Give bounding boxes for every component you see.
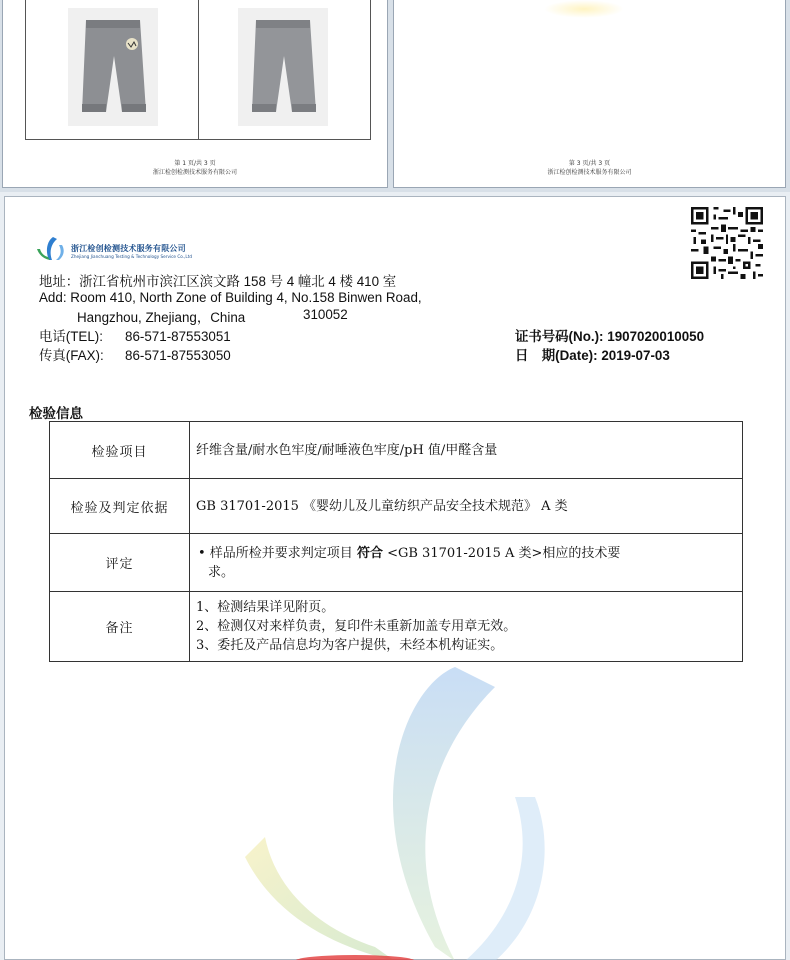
tel-label: 电话(TEL): [39,329,103,344]
photo-divider [198,0,199,140]
fax-label: 传真(FAX): [39,348,104,363]
assessment-continuation: 求。 [208,564,235,580]
assessment-prefix: • 样品所检并要求判定项目 [198,545,357,561]
note-item: 1、检测结果详见附页。 [196,600,335,615]
address-en [39,290,422,305]
address-cn-value: 浙江省杭州市滨江区滨文路 158 号 4 幢北 4 楼 410 室 [79,274,397,289]
watermark-logo-icon [205,627,605,960]
table-row [50,479,743,534]
certificate-page [4,196,786,960]
row-value [190,592,743,662]
row-key: 备注 [50,592,190,662]
fax-value: 86-571-87553050 [125,348,231,363]
address-en-line2: Hangzhou, Zhejiang，China [77,310,246,325]
address-cn [39,271,396,290]
pants-back-image [246,16,320,118]
row-value: 纤维含量/耐水色牢度/耐唾液色牢度/pH 值/甲醛含量 [190,422,743,479]
row-key: 评定 [50,534,190,592]
tel-value: 86-571-87553051 [125,329,231,344]
fax [39,345,231,364]
pants-front-image [76,16,150,118]
row-value [190,534,743,592]
photo-frame [25,0,371,140]
table-row [50,534,743,592]
cert-no-value: 1907020010050 [607,329,705,344]
page-company: 浙江检创检测技术服务有限公司 [547,169,632,176]
row-key: 检验项目 [50,422,190,479]
address-cn-label: 地址： [39,274,80,289]
note-item: 3、委托及产品信息均为客户提供，未经本机构证实。 [196,638,504,653]
assessment-line [196,544,734,563]
address-en-line1: Room 410, North Zone of Building 4, No.158 Binwen Road, [70,290,422,305]
postcode: 310052 [303,307,348,322]
note-item: 2、检测仅对来样负责，复印件未重新加盖专用章无效。 [196,619,517,634]
date-value: 2019-07-03 [601,348,670,363]
company-logo-icon [35,235,69,261]
qr-code-icon[interactable] [691,207,763,279]
product-photo-front [68,8,158,126]
certificate-number [515,326,704,345]
row-value: GB 31701-2015 《婴幼儿及儿童纺织产品安全技术规范》 A 类 [190,479,743,534]
company-name-cn: 浙江检创检测技术服务有限公司 [71,244,186,253]
table-row [50,592,743,662]
preview-strip [0,0,790,192]
date-label: 日 期(Date): [515,348,598,363]
preview-page-1[interactable] [2,0,388,188]
telephone [39,326,231,345]
section-title: 检验信息 [29,406,83,422]
certificate-date [515,345,670,364]
inspection-table [49,421,743,662]
assessment-result: 符合 [356,545,383,561]
page-number: 第 3 页/共 3 页 [568,160,611,167]
table-row [50,422,743,479]
page-company: 浙江检创检测技术服务有限公司 [152,169,237,176]
watermark-fragment [544,0,624,18]
product-photo-back [238,8,328,126]
preview-page-3[interactable] [393,0,786,188]
row-key: 检验及判定依据 [50,479,190,534]
company-name-en: Zhejiang Jianchuang Testing & Technology Service Co.,Ltd [71,254,193,259]
address-en-label: Add: [39,290,67,305]
assessment-standard: <GB 31701-2015 A 类>相应的技术要 [382,545,621,561]
cert-no-label: 证书号码(No.): [515,329,604,344]
page-number: 第 1 页/共 3 页 [174,160,216,167]
